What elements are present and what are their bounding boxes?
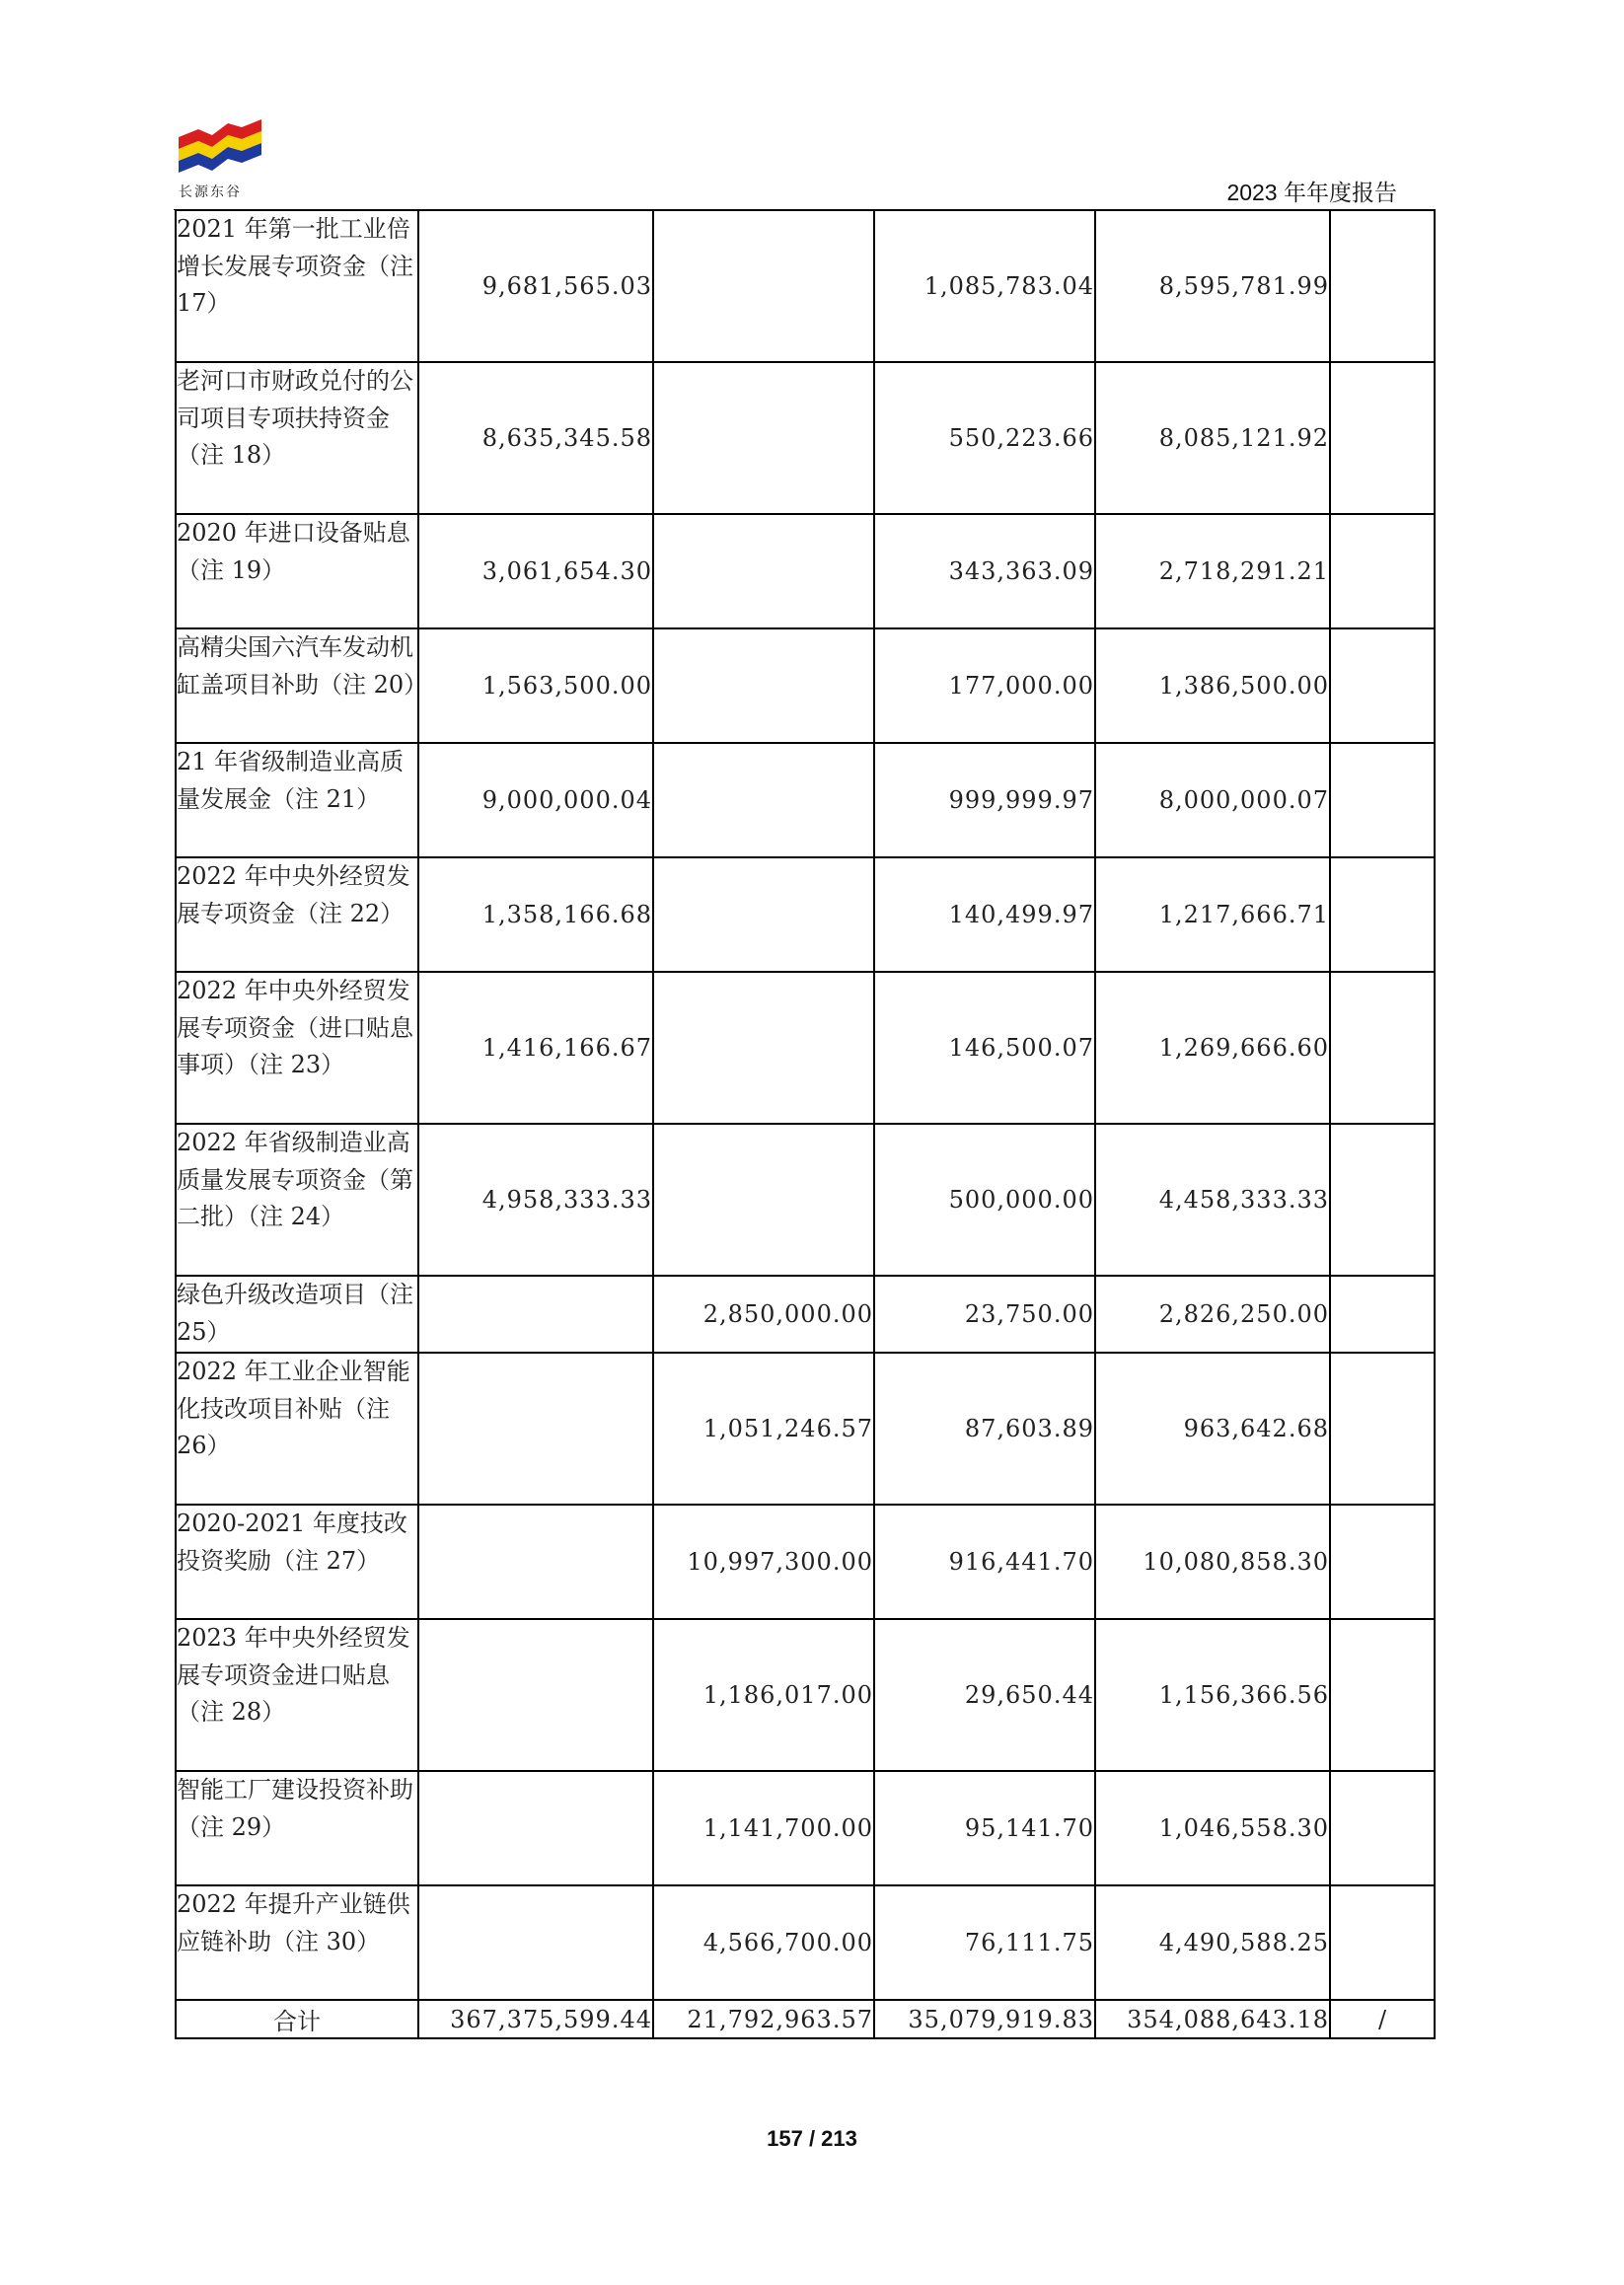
related-to <box>1330 972 1435 1124</box>
amortized-amount: 146,500.07 <box>874 972 1095 1124</box>
amortized-amount: 95,141.70 <box>874 1771 1095 1885</box>
amortized-amount: 916,441.70 <box>874 1505 1095 1619</box>
table-row <box>176 1619 1435 1771</box>
increase-amount: 2,850,000.00 <box>653 1276 874 1353</box>
amortized-amount: 29,650.44 <box>874 1619 1095 1771</box>
item-name: 2020 年进口设备贴息（注 19） <box>176 514 418 628</box>
increase-amount: 1,051,246.57 <box>653 1353 874 1505</box>
table-row <box>176 628 1435 743</box>
opening-balance: 8,635,345.58 <box>418 362 653 514</box>
closing-balance: 8,085,121.92 <box>1095 362 1330 514</box>
closing-balance: 1,217,666.71 <box>1095 857 1330 972</box>
table-row <box>176 1124 1435 1276</box>
opening-balance: 4,958,333.33 <box>418 1124 653 1276</box>
increase-amount <box>653 514 874 628</box>
related-to <box>1330 1124 1435 1276</box>
closing-balance: 2,718,291.21 <box>1095 514 1330 628</box>
government-grant-table <box>175 209 1436 2039</box>
increase-amount <box>653 743 874 857</box>
amortized-amount: 343,363.09 <box>874 514 1095 628</box>
table-row <box>176 1505 1435 1619</box>
table-row <box>176 1771 1435 1885</box>
table-row <box>176 857 1435 972</box>
closing-balance: 1,046,558.30 <box>1095 1771 1330 1885</box>
opening-balance <box>418 1619 653 1771</box>
table-body <box>176 210 1435 2038</box>
closing-balance: 1,269,666.60 <box>1095 972 1330 1124</box>
related-to <box>1330 1885 1435 2000</box>
item-name: 2022 年中央外经贸发展专项资金（进口贴息事项）（注 23） <box>176 972 418 1124</box>
related-to <box>1330 857 1435 972</box>
total-closing-balance: 354,088,643.18 <box>1095 2000 1330 2038</box>
item-name: 21 年省级制造业高质量发展金（注 21） <box>176 743 418 857</box>
table-row <box>176 362 1435 514</box>
amortized-amount: 177,000.00 <box>874 628 1095 743</box>
item-name: 2023 年中央外经贸发展专项资金进口贴息（注 28） <box>176 1619 418 1771</box>
closing-balance: 963,642.68 <box>1095 1353 1330 1505</box>
increase-amount <box>653 972 874 1124</box>
amortized-amount: 76,111.75 <box>874 1885 1095 2000</box>
report-title: 2023 年年度报告 <box>1226 180 1397 205</box>
opening-balance <box>418 1276 653 1353</box>
closing-balance: 8,000,000.07 <box>1095 743 1330 857</box>
total-related-to: / <box>1330 2000 1435 2038</box>
increase-amount <box>653 210 874 362</box>
closing-balance: 1,156,366.56 <box>1095 1619 1330 1771</box>
opening-balance <box>418 1505 653 1619</box>
related-to <box>1330 628 1435 743</box>
total-amortized-amount: 35,079,919.83 <box>874 2000 1095 2038</box>
total-row <box>176 2000 1435 2038</box>
increase-amount: 10,997,300.00 <box>653 1505 874 1619</box>
item-name: 2020-2021 年度技改投资奖励（注 27） <box>176 1505 418 1619</box>
opening-balance <box>418 1771 653 1885</box>
logo-caption: 长源东谷 <box>179 184 242 200</box>
closing-balance: 4,458,333.33 <box>1095 1124 1330 1276</box>
increase-amount: 1,186,017.00 <box>653 1619 874 1771</box>
amortized-amount: 500,000.00 <box>874 1124 1095 1276</box>
related-to <box>1330 1276 1435 1353</box>
opening-balance <box>418 1885 653 2000</box>
total-increase-amount: 21,792,963.57 <box>653 2000 874 2038</box>
item-name: 2022 年中央外经贸发展专项资金（注 22） <box>176 857 418 972</box>
total-opening-balance: 367,375,599.44 <box>418 2000 653 2038</box>
table-row <box>176 743 1435 857</box>
opening-balance: 1,563,500.00 <box>418 628 653 743</box>
increase-amount <box>653 628 874 743</box>
increase-amount <box>653 1124 874 1276</box>
table-row <box>176 1885 1435 2000</box>
item-name: 2022 年工业企业智能化技改项目补贴（注 26） <box>176 1353 418 1505</box>
closing-balance: 8,595,781.99 <box>1095 210 1330 362</box>
amortized-amount: 1,085,783.04 <box>874 210 1095 362</box>
table-row <box>176 210 1435 362</box>
table-row <box>176 514 1435 628</box>
amortized-amount: 87,603.89 <box>874 1353 1095 1505</box>
item-name: 高精尖国六汽车发动机缸盖项目补助（注 20） <box>176 628 418 743</box>
related-to <box>1330 514 1435 628</box>
amortized-amount: 140,499.97 <box>874 857 1095 972</box>
closing-balance: 1,386,500.00 <box>1095 628 1330 743</box>
opening-balance: 1,416,166.67 <box>418 972 653 1124</box>
total-label: 合计 <box>176 2000 418 2038</box>
increase-amount: 4,566,700.00 <box>653 1885 874 2000</box>
opening-balance: 3,061,654.30 <box>418 514 653 628</box>
related-to <box>1330 1505 1435 1619</box>
table-row <box>176 1353 1435 1505</box>
opening-balance <box>418 1353 653 1505</box>
increase-amount: 1,141,700.00 <box>653 1771 874 1885</box>
opening-balance: 1,358,166.68 <box>418 857 653 972</box>
opening-balance: 9,681,565.03 <box>418 210 653 362</box>
related-to <box>1330 743 1435 857</box>
amortized-amount: 23,750.00 <box>874 1276 1095 1353</box>
page-number: 157 / 213 <box>767 2126 857 2151</box>
related-to <box>1330 1771 1435 1885</box>
item-name: 2022 年提升产业链供应链补助（注 30） <box>176 1885 418 2000</box>
opening-balance: 9,000,000.04 <box>418 743 653 857</box>
related-to <box>1330 362 1435 514</box>
closing-balance: 2,826,250.00 <box>1095 1276 1330 1353</box>
item-name: 智能工厂建设投资补助（注 29） <box>176 1771 418 1885</box>
item-name: 2022 年省级制造业高质量发展专项资金（第二批）（注 24） <box>176 1124 418 1276</box>
related-to <box>1330 1353 1435 1505</box>
related-to <box>1330 210 1435 362</box>
increase-amount <box>653 362 874 514</box>
item-name: 老河口市财政兑付的公司项目专项扶持资金（注 18） <box>176 362 418 514</box>
item-name: 绿色升级改造项目（注 25） <box>176 1276 418 1353</box>
table-row <box>176 972 1435 1124</box>
closing-balance: 4,490,588.25 <box>1095 1885 1330 2000</box>
increase-amount <box>653 857 874 972</box>
closing-balance: 10,080,858.30 <box>1095 1505 1330 1619</box>
company-logo <box>179 119 261 183</box>
item-name: 2021 年第一批工业倍增长发展专项资金（注 17） <box>176 210 418 362</box>
amortized-amount: 999,999.97 <box>874 743 1095 857</box>
related-to <box>1330 1619 1435 1771</box>
table-row <box>176 1276 1435 1353</box>
amortized-amount: 550,223.66 <box>874 362 1095 514</box>
